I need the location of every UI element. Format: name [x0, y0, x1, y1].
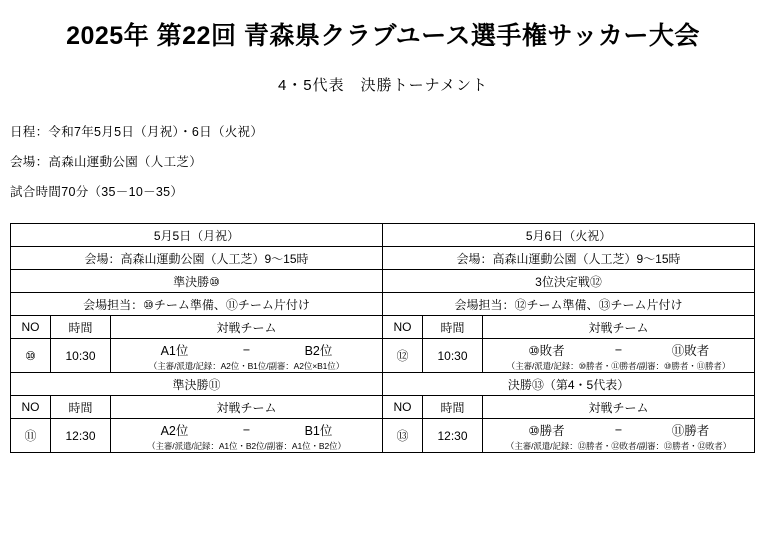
table-row-match-1 — [11, 339, 755, 373]
team-left-r2: ⑩勝者 — [528, 424, 565, 438]
match-teamline-right-1 — [483, 341, 754, 359]
col-header-time-right-2: 時間 — [423, 396, 483, 419]
team-right-l2: B1位 — [304, 424, 333, 438]
col-header-teams-right-2: 対戦チーム — [483, 396, 755, 419]
col-header-teams-left-2: 対戦チーム — [111, 396, 383, 419]
match-teamline-right-2 — [483, 421, 754, 439]
col-header-no-left-1: NO — [11, 316, 51, 339]
document-page — [0, 16, 766, 542]
staff-note-right-1: 会場担当：⑫チーム準備、⑬チーム片付け — [383, 293, 755, 316]
round-label-left-1: 準決勝⑩ — [11, 270, 383, 293]
round-label-right-2: 決勝⑬（第4・5代表） — [383, 373, 755, 396]
versus-dash-r1: − — [614, 343, 623, 357]
table-row-round-2 — [11, 373, 755, 396]
table-row-round-1 — [11, 270, 755, 293]
col-header-no-right-2: NO — [383, 396, 423, 419]
match-time-right-2: 12:30 — [423, 419, 483, 453]
day-venue-left: 会場：高森山運動公園（人工芝）9〜15時 — [11, 247, 383, 270]
event-info — [10, 117, 766, 207]
match-referee-right-2: （主審/派遣/記録：⑫勝者・⑫敗者/副審：⑫勝者・⑫敗者） — [505, 441, 732, 451]
versus-dash-l2: − — [242, 423, 251, 437]
day-venue-right: 会場：高森山運動公園（人工芝）9〜15時 — [383, 247, 755, 270]
col-header-no-left-2: NO — [11, 396, 51, 419]
day-header-left: 5月5日（月祝） — [11, 224, 383, 247]
round-label-left-2: 準決勝⑪ — [11, 373, 383, 396]
table-row-day-headers — [11, 224, 755, 247]
match-no-left-2: ⑪ — [11, 419, 51, 453]
event-info-dates: 日程：令和7年5月5日（月祝）・6日（火祝） — [10, 125, 264, 139]
table-row-col-headers-1 — [11, 316, 755, 339]
team-left-l2: A2位 — [160, 424, 189, 438]
match-teams-right-2 — [483, 419, 755, 453]
versus-dash-l1: − — [242, 343, 251, 357]
event-info-duration: 試合時間70分（35－10－35） — [10, 185, 184, 199]
col-header-time-left-2: 時間 — [51, 396, 111, 419]
match-teamline-left-2 — [111, 421, 382, 439]
match-time-left-1: 10:30 — [51, 339, 111, 373]
match-referee-left-1: （主審/派遣/記録：A2位・B1位/副審：A2位×B1位） — [148, 361, 345, 371]
match-teams-left-1 — [111, 339, 383, 373]
versus-dash-r2: − — [614, 423, 623, 437]
table-row-match-2 — [11, 419, 755, 453]
match-teamline-left-1 — [111, 341, 382, 359]
match-referee-right-1: （主審/派遣/記録：⑩勝者・⑪勝者/副審：⑩勝者・⑪勝者） — [506, 361, 731, 371]
col-header-no-right-1: NO — [383, 316, 423, 339]
match-time-left-2: 12:30 — [51, 419, 111, 453]
event-info-venue: 会場：高森山運動公園（人工芝） — [10, 155, 203, 169]
table-row-col-headers-2 — [11, 396, 755, 419]
team-right-r2: ⑪勝者 — [671, 424, 710, 438]
match-no-left-1: ⑩ — [11, 339, 51, 373]
match-teams-left-2 — [111, 419, 383, 453]
table-row-staff-1 — [11, 293, 755, 316]
team-left-l1: A1位 — [160, 344, 189, 358]
match-time-right-1: 10:30 — [423, 339, 483, 373]
match-referee-left-2: （主審/派遣/記録：A1位・B2位/副審：A1位・B2位） — [147, 441, 346, 451]
schedule-table — [10, 223, 755, 453]
team-right-r1: ⑪敗者 — [671, 344, 710, 358]
col-header-time-left-1: 時間 — [51, 316, 111, 339]
col-header-time-right-1: 時間 — [423, 316, 483, 339]
round-label-right-1: 3位決定戦⑫ — [383, 270, 755, 293]
col-header-teams-right-1: 対戦チーム — [483, 316, 755, 339]
match-no-right-1: ⑫ — [383, 339, 423, 373]
day-header-right: 5月6日（火祝） — [383, 224, 755, 247]
match-teams-right-1 — [483, 339, 755, 373]
col-header-teams-left-1: 対戦チーム — [111, 316, 383, 339]
team-right-l1: B2位 — [304, 344, 333, 358]
team-left-r1: ⑩敗者 — [528, 344, 565, 358]
page-subtitle: 4・5代表 決勝トーナメント — [277, 77, 489, 94]
staff-note-left-1: 会場担当：⑩チーム準備、⑪チーム片付け — [11, 293, 383, 316]
page-title: 2025年 第22回 青森県クラブユース選手権サッカー大会 — [66, 22, 700, 50]
match-no-right-2: ⑬ — [383, 419, 423, 453]
table-row-venue — [11, 247, 755, 270]
